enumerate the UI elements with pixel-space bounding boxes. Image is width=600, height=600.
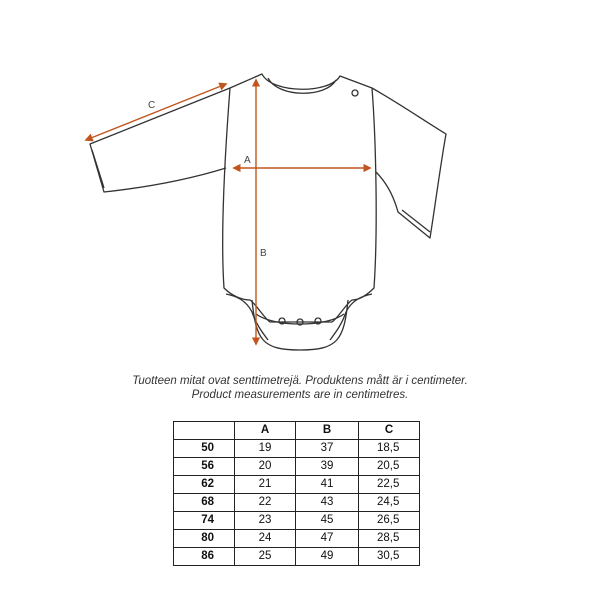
measure-a-value: 23 — [235, 512, 296, 530]
size-value: 62 — [174, 476, 235, 494]
measure-a-value: 22 — [235, 494, 296, 512]
header-c: C — [359, 422, 420, 440]
table-row — [174, 440, 420, 458]
measure-b-value: 45 — [296, 512, 359, 530]
header-b: B — [296, 422, 359, 440]
size-table — [173, 421, 420, 566]
measure-b-value: 41 — [296, 476, 359, 494]
left-sleeve-outline — [90, 88, 230, 192]
left-sleeve-cuff — [92, 150, 104, 188]
measure-b-value: 37 — [296, 440, 359, 458]
size-value: 56 — [174, 458, 235, 476]
shoulder-snap-button — [352, 90, 358, 96]
measure-c-value: 18,5 — [359, 440, 420, 458]
size-value: 50 — [174, 440, 235, 458]
dimension-label-b: B — [260, 248, 267, 259]
measure-b-value: 43 — [296, 494, 359, 512]
caption-english: Product measurements are in centimetres. — [191, 389, 409, 401]
size-value: 86 — [174, 548, 235, 566]
measure-c-value: 22,5 — [359, 476, 420, 494]
measure-a-value: 25 — [235, 548, 296, 566]
measure-c-value: 20,5 — [359, 458, 420, 476]
measure-a-value: 20 — [235, 458, 296, 476]
table-row — [174, 512, 420, 530]
size-table-header-row — [174, 422, 420, 440]
table-row — [174, 476, 420, 494]
table-row — [174, 458, 420, 476]
right-sleeve-cuff — [402, 210, 430, 232]
dimension-label-c: C — [148, 100, 156, 111]
size-value: 74 — [174, 512, 235, 530]
size-value: 80 — [174, 530, 235, 548]
measure-a-value: 21 — [235, 476, 296, 494]
measure-line-c — [86, 84, 226, 140]
size-value: 68 — [174, 494, 235, 512]
header-size — [174, 422, 235, 440]
bodysuit-outline — [90, 74, 446, 350]
measure-a-value: 24 — [235, 530, 296, 548]
measure-b-value: 39 — [296, 458, 359, 476]
table-row — [174, 494, 420, 512]
measure-c-value: 24,5 — [359, 494, 420, 512]
header-a: A — [235, 422, 296, 440]
measure-b-value: 47 — [296, 530, 359, 548]
measure-b-value: 49 — [296, 548, 359, 566]
measure-a-value: 19 — [235, 440, 296, 458]
caption-finnish-swedish: Tuotteen mitat ovat senttimetrejä. Produktens mått är i centimeter. — [132, 375, 468, 387]
dimension-label-a: A — [244, 155, 251, 166]
bodysuit-body-outline — [223, 74, 376, 322]
measure-c-value: 28,5 — [359, 530, 420, 548]
measure-c-value: 30,5 — [359, 548, 420, 566]
table-row — [174, 530, 420, 548]
measure-c-value: 26,5 — [359, 512, 420, 530]
table-row — [174, 548, 420, 566]
